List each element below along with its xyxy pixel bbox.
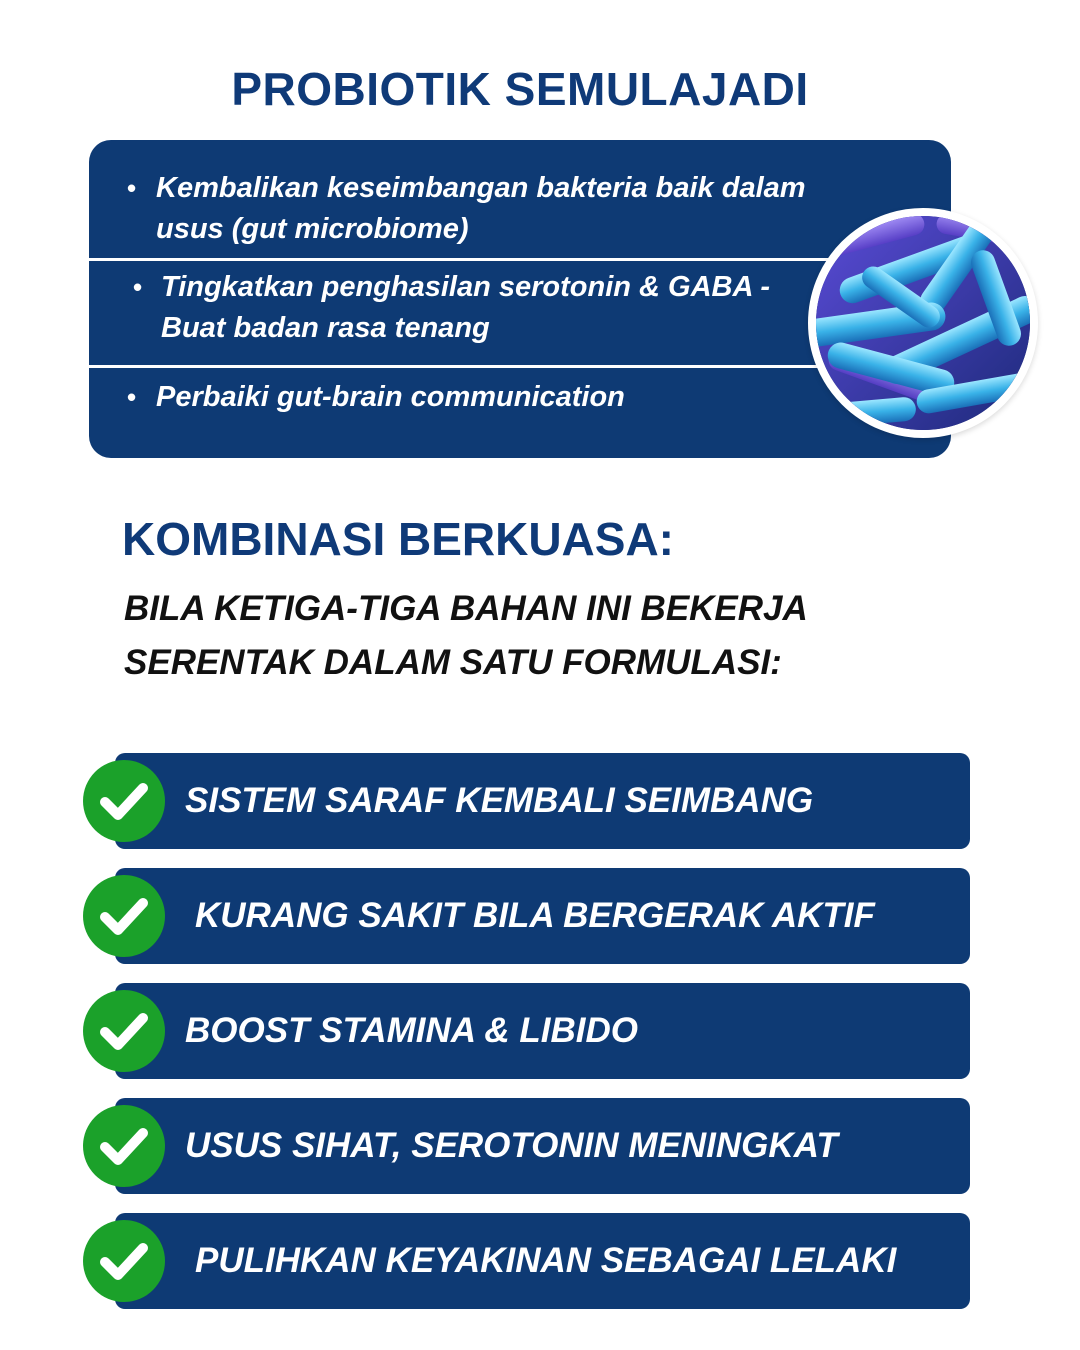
benefit-item [115,983,970,1079]
probiotic-point [89,267,849,357]
section-subheading-line: BILA KETIGA-TIGA BAHAN INI BEKERJA [124,589,808,628]
checkmark-icon [83,760,165,842]
probiotic-point-text: Kembalikan keseimbangan bakteria baik dalam usus (gut microbiome) [156,172,806,245]
checkmark-icon [83,875,165,957]
benefit-item [115,753,970,849]
probiotic-point-text: Tingkatkan penghasilan serotonin & GABA - Buat badan rasa tenang [161,271,771,344]
section-heading: KOMBINASI BERKUASA: [122,513,674,565]
benefit-label: SISTEM SARAF KEMBALI SEIMBANG [185,781,814,820]
benefit-label: PULIHKAN KEYAKINAN SEBAGAI LELAKI [195,1241,897,1280]
section-subheading [124,582,924,690]
bacteria-photo [808,208,1038,438]
benefit-item [115,1098,970,1194]
bullet-icon: • [133,272,143,302]
probiotic-point [89,168,849,258]
checkmark-icon [83,990,165,1072]
probiotic-point-text: Perbaiki gut-brain communication [156,381,625,413]
divider [89,365,849,368]
benefit-label: USUS SIHAT, SEROTONIN MENINGKAT [185,1126,838,1165]
benefit-label: KURANG SAKIT BILA BERGERAK AKTIF [195,896,875,935]
checkmark-icon [83,1105,165,1187]
bullet-icon: • [127,382,137,412]
divider [89,258,849,261]
benefit-label: BOOST STAMINA & LIBIDO [185,1011,639,1050]
benefit-item [115,868,970,964]
page-title: PROBIOTIK SEMULAJADI [231,63,809,115]
section-subheading-line: SERENTAK DALAM SATU FORMULASI: [124,643,782,682]
benefit-item [115,1213,970,1309]
bullet-icon: • [127,173,137,203]
probiotic-point [89,377,849,427]
checkmark-icon [83,1220,165,1302]
